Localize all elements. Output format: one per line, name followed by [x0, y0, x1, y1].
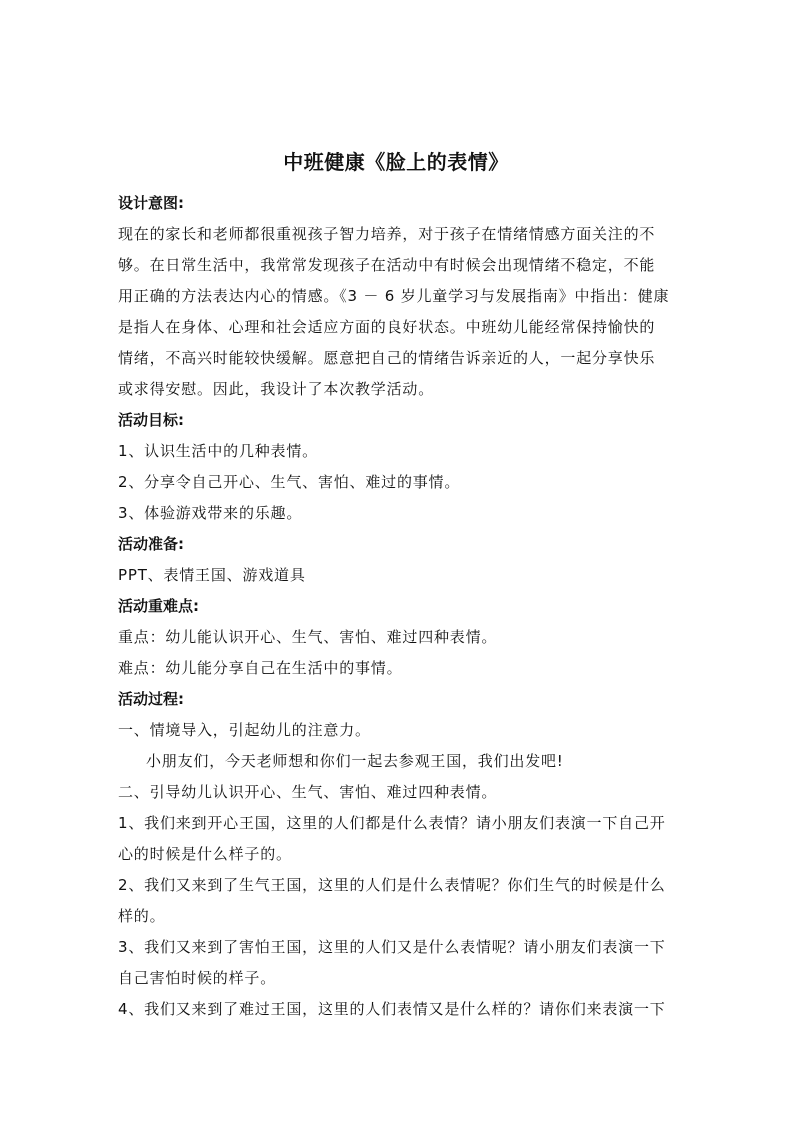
section-heading-design-intent: 设计意图: — [118, 194, 184, 212]
paragraph-line: 或求得安慰。因此，我设计了本次教学活动。 — [118, 380, 435, 398]
difficulty-point-item: 难点：幼儿能分享自己在生活中的事情。 — [118, 659, 403, 677]
process-dialogue-line: 小朋友们，今天老师想和你们一起去参观王国，我们出发吧! — [146, 752, 564, 770]
process-step-line: 自己害怕时候的样子。 — [118, 969, 277, 987]
process-step-line: 3、我们又来到了害怕王国，这里的人们又是什么表情呢？请小朋友们表演一下 — [118, 938, 666, 956]
process-step-line: 2、我们又来到了生气王国，这里的人们是什么表情呢？你们生气的时候是什么 — [118, 876, 666, 894]
section-heading-preparation: 活动准备: — [118, 535, 184, 553]
document-page — [118, 148, 674, 1025]
preparation-item: PPT、表情王国、游戏道具 — [118, 566, 306, 584]
paragraph-line: 够。在日常生活中，我常常发现孩子在活动中有时候会出现情绪不稳定，不能 — [118, 256, 656, 274]
paragraph-line: 是指人在身体、心理和社会适应方面的良好状态。中班幼儿能经常保持愉快的 — [118, 318, 656, 336]
process-step-line: 1、我们来到开心王国，这里的人们都是什么表情？请小朋友们表演一下自己开 — [118, 814, 666, 832]
process-step-heading: 一、情境导入，引起幼儿的注意力。 — [118, 721, 371, 739]
paragraph-line: 用正确的方法表达内心的情感。《3 － 6 岁儿童学习与发展指南》中指出：健康 — [118, 287, 670, 305]
goal-item: 1、认识生活中的几种表情。 — [118, 442, 318, 460]
paragraph-line: 现在的家长和老师都很重视孩子智力培养，对于孩子在情绪情感方面关注的不 — [118, 225, 656, 243]
process-step-line: 样的。 — [118, 907, 166, 925]
paragraph-line: 情绪，不高兴时能较快缓解。愿意把自己的情绪告诉亲近的人，一起分享快乐 — [118, 349, 656, 367]
key-point-item: 重点：幼儿能认识开心、生气、害怕、难过四种表情。 — [118, 628, 498, 646]
goal-item: 2、分享令自己开心、生气、害怕、难过的事情。 — [118, 473, 461, 491]
section-heading-goals: 活动目标: — [118, 411, 184, 429]
document-title: 中班健康《脸上的表情》 — [283, 150, 509, 174]
section-heading-process: 活动过程: — [118, 690, 184, 708]
goal-item: 3、体验游戏带来的乐趣。 — [118, 504, 303, 522]
process-step-heading: 二、引导幼儿认识开心、生气、害怕、难过四种表情。 — [118, 783, 498, 801]
process-step-line: 心的时候是什么样子的。 — [118, 845, 292, 863]
process-step-line: 4、我们又来到了难过王国，这里的人们表情又是什么样的？请你们来表演一下 — [118, 1000, 666, 1018]
section-heading-key-points: 活动重难点: — [118, 597, 199, 615]
